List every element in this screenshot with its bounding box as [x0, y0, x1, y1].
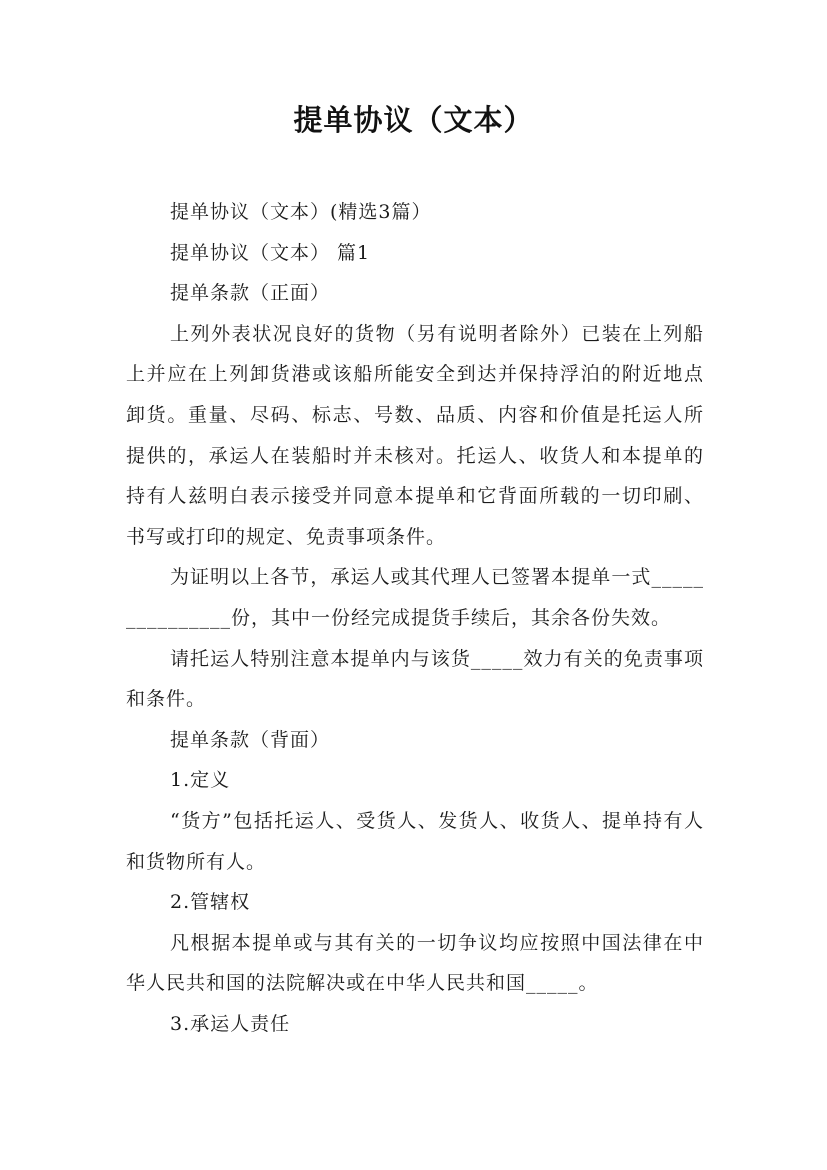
- paragraph-section-2-body: 凡根据本提单或与其有关的一切争议均应按照中国法律在中华人民共和国的法院解决或在中华人民共和国_____。: [126, 931, 704, 995]
- paragraph-section-3-heading: 3.承运人责任: [170, 1012, 291, 1035]
- paragraph-section-2-heading: 2.管辖权: [170, 891, 251, 914]
- paragraph-heading-collection: 提单协议（文本）(精选3篇）: [170, 201, 432, 223]
- paragraph-heading-part-1: 提单协议（文本） 篇1: [170, 241, 371, 264]
- paragraph-section-1-body: “货方”包括托运人、受货人、发货人、收货人、提单持有人和货物所有人。: [126, 809, 704, 873]
- paragraph-signature-clause: 为证明以上各节，承运人或其代理人已签署本提单一式_______________份，其中一份经完成提货手续后，其余各份失效。: [126, 566, 704, 629]
- document-title: 提单协议（文本）: [293, 103, 534, 137]
- paragraph-front-terms-body: 上列外表状况良好的货物（另有说明者除外）已装在上列船上并应在上列卸货港或该船所能安全到达并保持浮泊的附近地点卸货。重量、尽码、标志、号数、品质、内容和价值是托运人所提供的，承运人在装船时并未核对。托运人、收货人和本提单的持有人兹明白表示接受并同意本提单和它背面所载的一切印刷、书写或打印的规定、免责事项条件。: [126, 322, 704, 548]
- paragraph-front-terms-heading: 提单条款（正面）: [170, 282, 331, 305]
- paragraph-back-terms-heading: 提单条款（背面）: [170, 728, 331, 751]
- document-body: [126, 192, 704, 1044]
- paragraph-shipper-notice: 请托运人特别注意本提单内与该货_____效力有关的免责事项和条件。: [126, 647, 704, 711]
- paragraph-section-1-heading: 1.定义: [170, 769, 231, 792]
